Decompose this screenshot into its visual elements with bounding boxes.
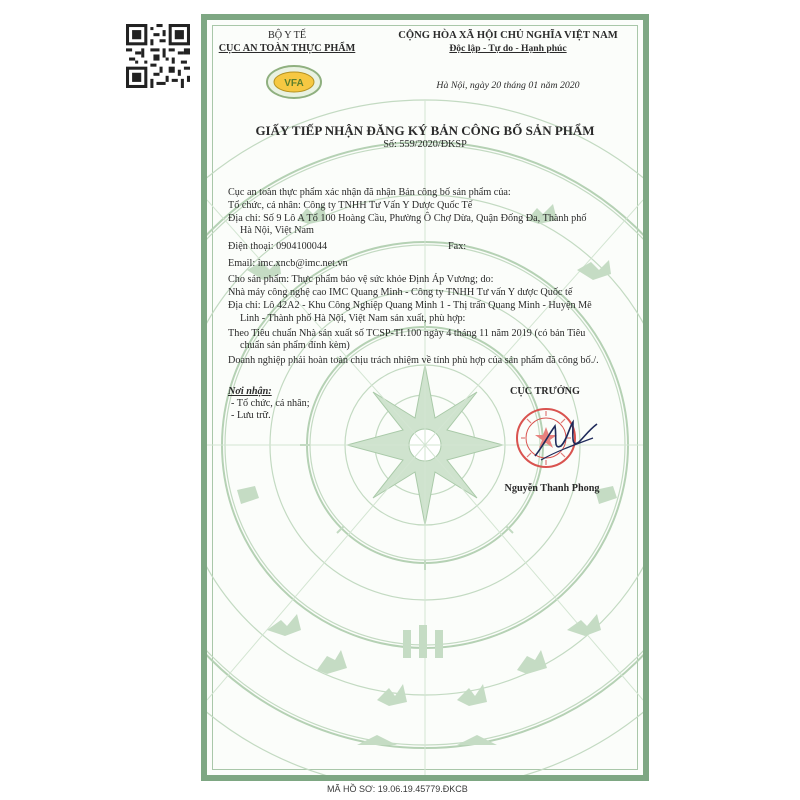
email-line: Email: imc.xncb@imc.net.vn	[228, 258, 348, 269]
body-line: Doanh nghiệp phải hoàn toàn chịu trách nhiệm về tính phù hợp của sản phẩm đã công bố./.	[228, 355, 599, 366]
body-line: Hà Nội, Việt Nam	[240, 225, 314, 236]
signer-title: CỤC TRƯỞNG	[510, 386, 580, 397]
issue-date: Hà Nội, ngày 20 tháng 01 năm 2020	[436, 80, 580, 91]
body-line: Cục an toàn thực phẩm xác nhận đã nhận Bản công bố sản phẩm của:	[228, 187, 511, 198]
qr-code	[126, 24, 190, 88]
body-line: Địa chỉ: Lô 42A2 - Khu Công Nghiệp Quang Minh 1 - Thị trấn Quang Minh - Huyện Mê	[228, 300, 592, 311]
document-title: GIẤY TIẾP NHẬN ĐĂNG KÝ BẢN CÔNG BỐ SẢN PHẨM	[255, 123, 595, 138]
logo-text: VFA	[284, 78, 304, 89]
certificate-document	[201, 14, 649, 781]
vfa-logo	[265, 64, 323, 100]
handwritten-signature	[531, 416, 601, 468]
body-line: Tổ chức, cá nhân: Công ty TNHH Tư Vấn Y Dược Quốc Tế	[228, 200, 473, 211]
recipient-item: - Lưu trữ.	[231, 410, 271, 421]
signer-name: Nguyễn Thanh Phong	[504, 483, 600, 494]
recipients-heading: Nơi nhận:	[228, 386, 272, 397]
body-line: Nhà máy công nghệ cao IMC Quang Minh - Công ty TNHH Tư vấn Y dược Quốc tế	[228, 287, 573, 298]
ministry-name: BỘ Y TẾ	[267, 30, 307, 41]
body-line: Linh - Thành phố Hà Nội, Việt Nam sản xuất, phù hợp:	[240, 313, 466, 324]
body-line: Cho sản phẩm: Thực phẩm bảo vệ sức khỏe Định Áp Vương; do:	[228, 274, 494, 285]
fax-line: Fax:	[448, 241, 467, 252]
body-line: Theo Tiêu chuẩn Nhà sản xuất số TCSP-TI.100 ngày 4 tháng 11 năm 2019 (có bản Tiêu	[228, 328, 586, 339]
country-name: CỘNG HÒA XÃ HỘI CHỦ NGHĨA VIỆT NAM	[398, 30, 618, 41]
phone-line: Điện thoại: 0904100044	[228, 241, 328, 252]
document-number: Số: 559/2020/ĐKSP	[383, 139, 467, 150]
agency-name: CỤC AN TOÀN THỰC PHẨM	[218, 43, 356, 54]
body-line: chuẩn sản phẩm đính kèm)	[240, 340, 350, 351]
record-code: MÃ HỒ SƠ: 19.06.19.45779.ĐKCB	[327, 784, 468, 794]
recipient-item: - Tổ chức, cá nhân;	[231, 398, 310, 409]
body-line: Địa chỉ: Số 9 Lô A Tổ 100 Hoàng Cầu, Phường Ô Chợ Dừa, Quận Đống Đa, Thành phố	[228, 213, 587, 224]
motto: Độc lập - Tự do - Hạnh phúc	[449, 43, 567, 54]
